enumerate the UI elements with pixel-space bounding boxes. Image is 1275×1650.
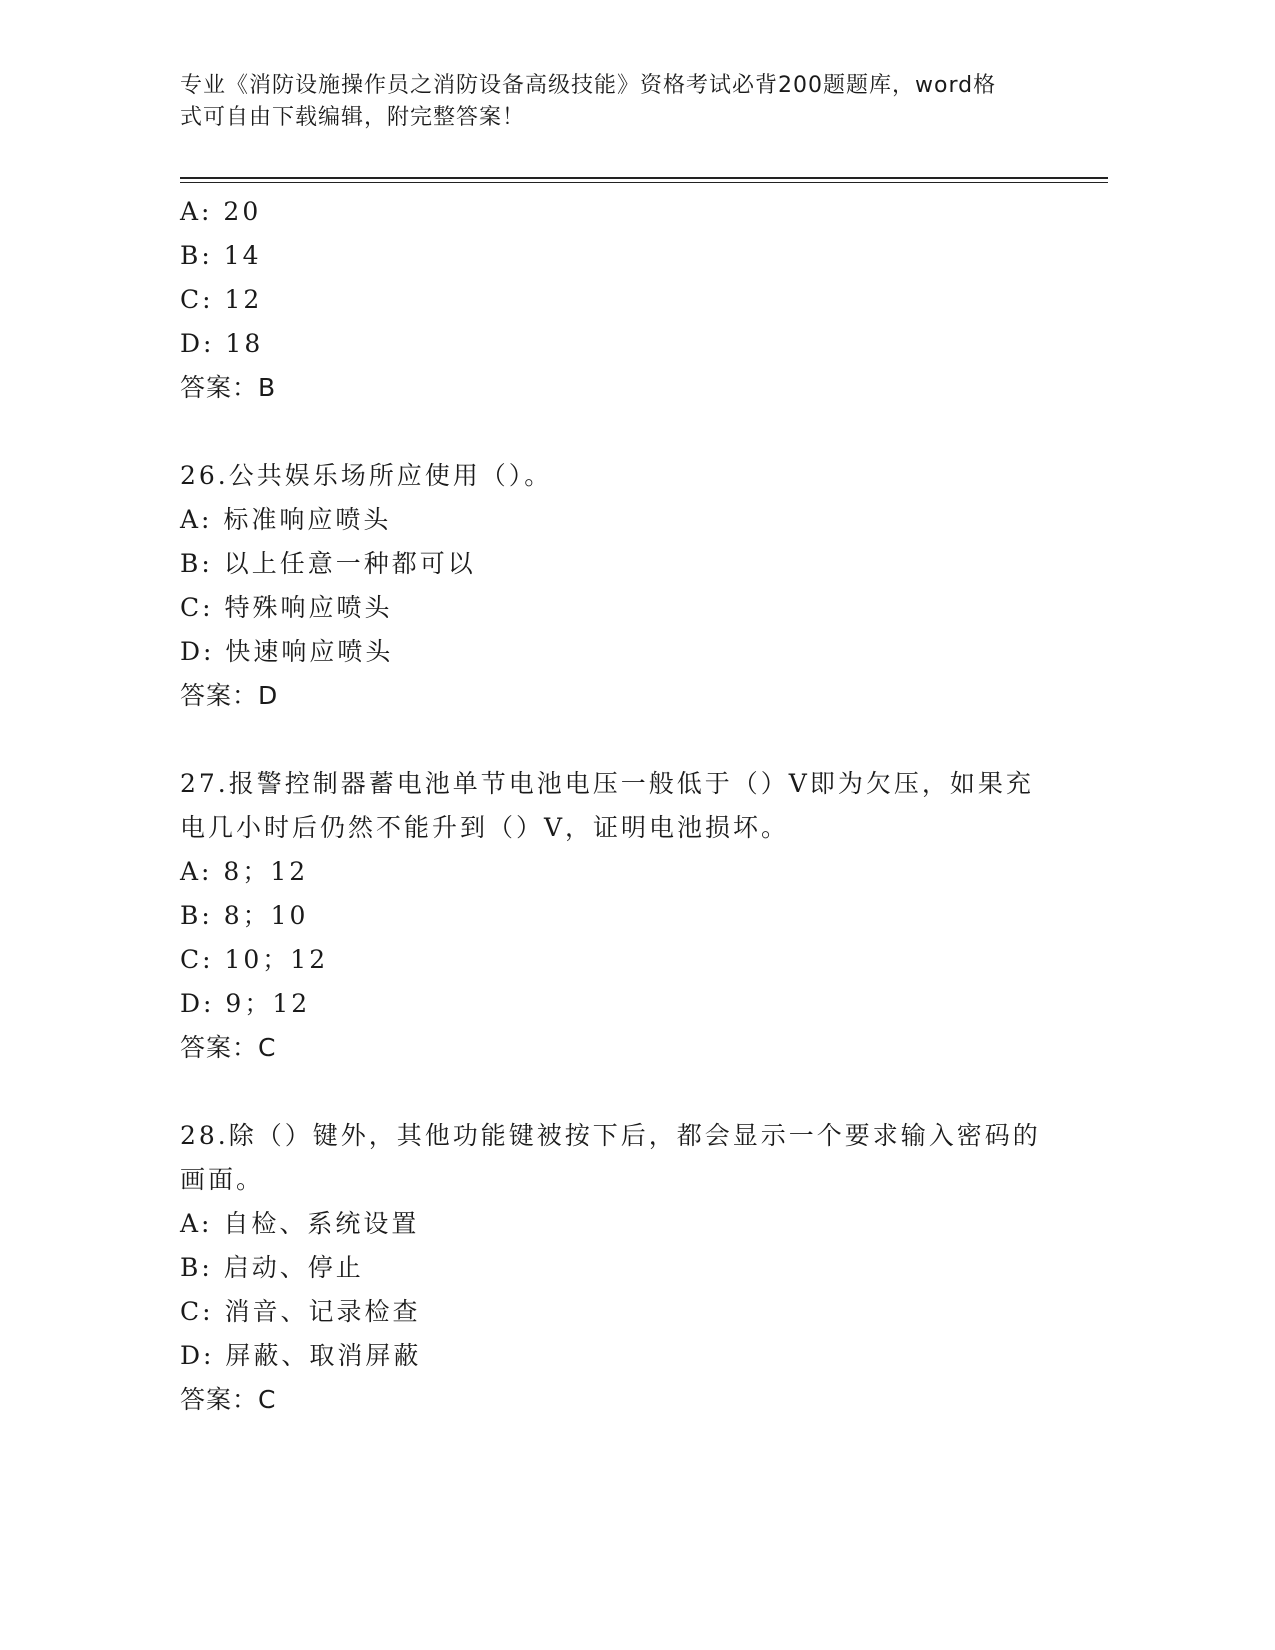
option-c: C: 消音、记录检查 — [180, 1297, 421, 1326]
answer: 答案：C — [180, 1385, 277, 1414]
option-b: B: 14 — [180, 241, 262, 270]
option-a: A: 自检、系统设置 — [180, 1209, 420, 1238]
option-a: A: 20 — [180, 197, 262, 226]
header-line-1: 专业《消防设施操作员之消防设备高级技能》资格考试必背200题题库，word格 — [180, 73, 997, 98]
option-a: A: 8；12 — [180, 857, 309, 886]
question-title: 26.公共娱乐场所应使用（）。 — [180, 461, 553, 490]
option-c: C: 10；12 — [180, 945, 329, 974]
question-title-line-1: 28.除（）键外，其他功能键被按下后，都会显示一个要求输入密码的 — [180, 1121, 1041, 1150]
document-header — [180, 70, 1040, 134]
spacer — [180, 1070, 1060, 1114]
header-line-2: 式可自由下载编辑，附完整答案！ — [180, 105, 526, 130]
question-title-line-1: 27.报警控制器蓄电池单节电池电压一般低于（）V即为欠压，如果充 — [180, 769, 1034, 798]
option-b: B: 启动、停止 — [180, 1253, 364, 1282]
header-rule-thick — [180, 177, 1108, 179]
option-c: C: 12 — [180, 285, 263, 314]
option-d: D: 9；12 — [180, 989, 311, 1018]
question-25 — [180, 190, 1060, 410]
question-26 — [180, 454, 1060, 718]
spacer — [180, 718, 1060, 762]
answer: 答案：D — [180, 681, 279, 710]
answer: 答案：C — [180, 1033, 277, 1062]
option-b: B: 8；10 — [180, 901, 309, 930]
spacer — [180, 410, 1060, 454]
question-title-line-2: 电几小时后仍然不能升到（）V，证明电池损坏。 — [180, 813, 790, 842]
option-d: D: 屏蔽、取消屏蔽 — [180, 1341, 422, 1370]
option-a: A: 标准响应喷头 — [180, 505, 392, 534]
option-d: D: 18 — [180, 329, 264, 358]
header-rule-thin — [180, 182, 1108, 183]
option-d: D: 快速响应喷头 — [180, 637, 394, 666]
question-27 — [180, 762, 1060, 1070]
question-title-line-2: 画面。 — [180, 1165, 265, 1194]
option-c: C: 特殊响应喷头 — [180, 593, 393, 622]
question-28 — [180, 1114, 1060, 1422]
option-b: B: 以上任意一种都可以 — [180, 549, 476, 578]
question-list — [180, 190, 1060, 1422]
answer: 答案：B — [180, 373, 277, 402]
